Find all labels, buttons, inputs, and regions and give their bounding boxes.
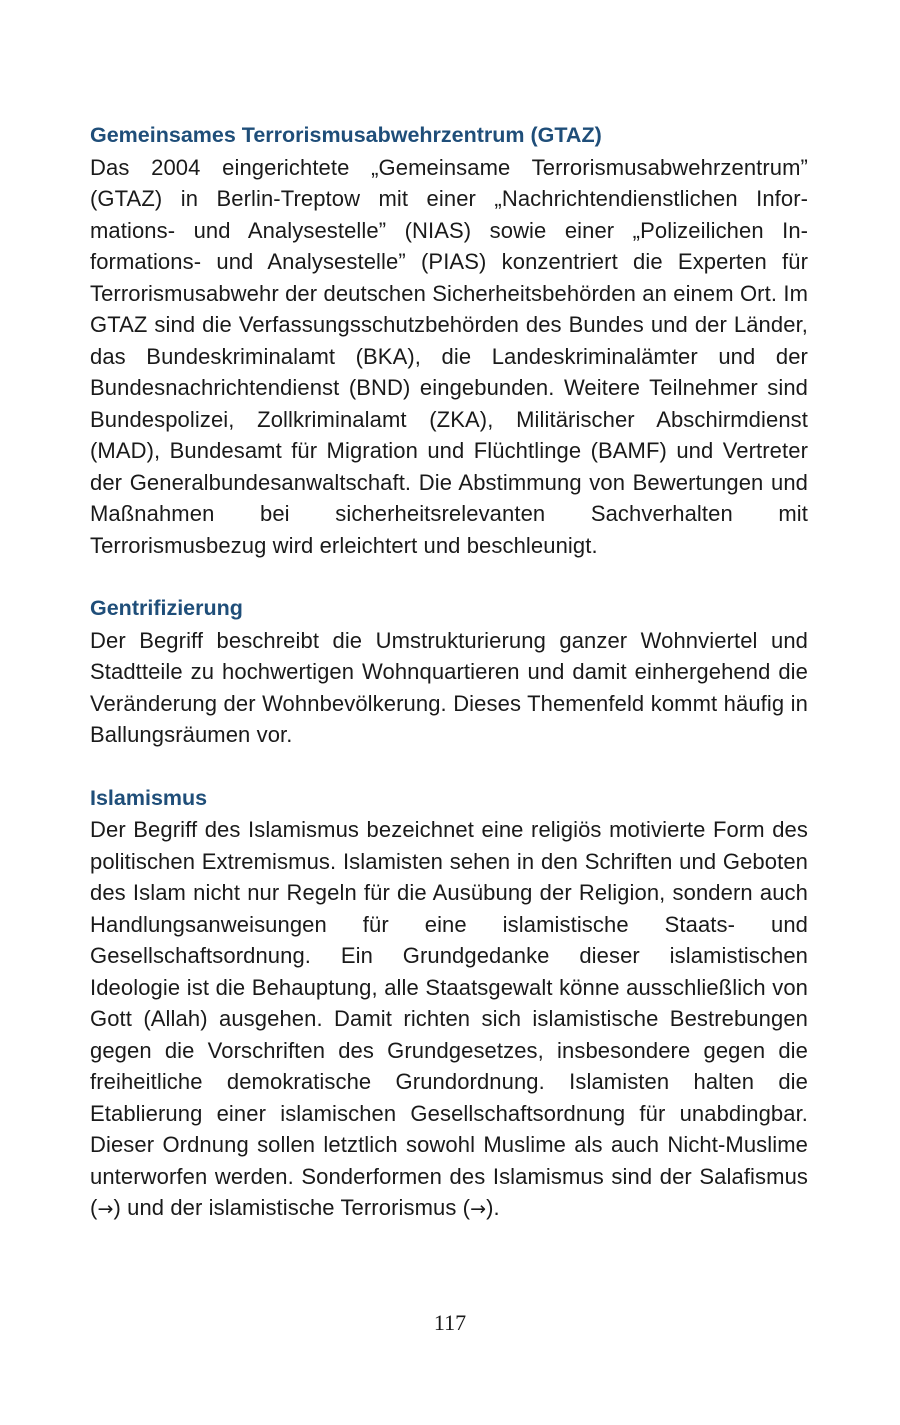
- entry-heading: Gemeinsames Terrorismusabwehrzentrum (GTAZ): [90, 123, 602, 147]
- entry-text: Das 2004 eingerichtete „Gemeinsame Terrorismusabwehrzentrum” (GTAZ) in Berlin-Treptow mit einer „Nachrichtendienstlichen Informations- und Analysestelle” (NIAS) sowie einer „Polizeilichen Informations- und Analysestelle” (PIAS) konzentriert die Experten für Terrorismusabwehr der deutschen Sicherheitsbehörden an einem Ort. Im GTAZ sind die Verfassungsschutzbehörden des Bundes und der Länder, das Bundeskriminalamt (BKA), die Landeskriminalämter und der Bundesnachrichtendienst (BND) eingebunden. Weitere Teilnehmer sind Bundespolizei, Zollkriminalamt (ZKA), Militärischer Abschirmdienst (MAD), Bundesamt für Migration und Flüchtlinge (BAMF) und Vertreter der Generalbundesanwaltschaft. Die Abstimmung von Bewertungen und Maßnahmen bei sicherheitsrelevanten Sachverhalten mit Terrorismusbezug wird erleichtert und beschleunigt.: [90, 154, 808, 558]
- page-number: 117: [433, 1310, 467, 1335]
- glossary-entry-gentrifizierung: [90, 593, 808, 751]
- entry-text-closing-end: ).: [486, 1195, 500, 1220]
- glossary-entry-islamismus: [90, 783, 808, 1226]
- entry-text-main: Der Begriff des Islamismus bezeichnet eine religiös motivierte Form des politischen Extremismus. Islamisten sehen in den Schriften und Geboten des Islam nicht nur Regeln für die Ausübung der Religion, sondern auch Handlungsanweisungen für eine islamistische Staats- und Gesellschaftsordnung. Ein Grundgedanke dieser islamistischen Ideologie ist die Behauptung, alle Staatsgewalt könne ausschließlich von Gott (Allah) ausgehen. Damit richten sich islamistische Bestrebungen gegen die Vorschriften des Grundgesetzes, insbesondere gegen die freiheitliche demokratische Grundordnung. Islamisten halten die Etablierung einer islamischen Gesellschaftsordnung für unabdingbar. Dieser Ordnung sollen letztlich sowohl Muslime als auch Nicht-Muslime unterworfen werden. Sonderformen des Islamismus sind der: [90, 817, 808, 1189]
- entry-text: Der Begriff beschreibt die Umstrukturierung ganzer Wohnviertel und Stadtteile zu hochwertigen Wohnquartieren und damit einhergehend die Veränderung der Wohnbevölkerung. Dieses Themenfeld kommt häufig in Ballungsräumen vor.: [90, 627, 808, 747]
- glossary-entry-gtaz: [90, 120, 808, 561]
- cross-reference-arrow-icon[interactable]: →: [470, 1198, 487, 1220]
- entry-heading: Gentrifizierung: [90, 596, 243, 620]
- cross-reference-arrow-icon[interactable]: →: [97, 1198, 114, 1220]
- entry-text-closing-start: Salafismus (: [90, 1163, 808, 1220]
- entry-heading: Islamismus: [90, 785, 208, 810]
- page-content: [90, 120, 808, 1258]
- entry-text-closing-middle: ) und der islamistische Terrorismus (: [113, 1195, 471, 1220]
- entry-text: [90, 814, 808, 1226]
